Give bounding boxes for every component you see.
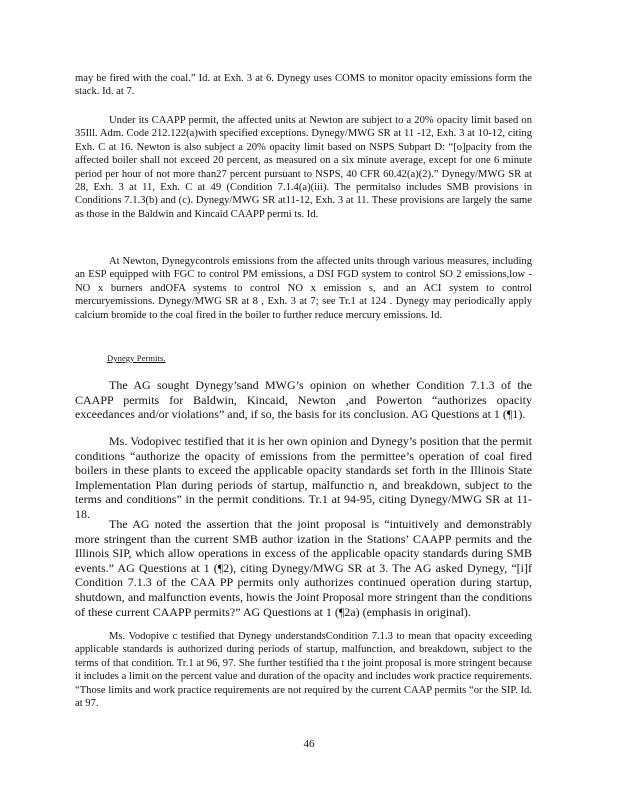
paragraph-continuation: may be fired with the coal.” Id. at Exh. 3 at 6. Dynegy uses COMS to monitor opacity emissions form the stack. Id. at 7. bbox=[75, 73, 532, 98]
paragraph-newton-caapp: Under its CAAPP permit, the affected units at Newton are subject to a 20% opacity limit based on 35Ill. Adm. Code 212.122(a)with specified exceptions. Dynegy/MWG SR at 11 -12, Exh. 3 at 10-12, citing Exh. C at 16. Newton is also subject a 20% opacity limit based on NSPS Subpart D: “[o]pacity from the affected boiler shall not exceed 20 percent, as measured on a six minute average, except for one 6 minute period per hour of not more than27 percent pursuant to NSPS, 40 CFR 60.42(a)(2).” Dynegy/MWG SR at 28, Exh. 3 at 11, Exh. C at 49 (Condition 7.1.4(a)(iii). The permitalso includes SMB provisions in Conditions 7.1.3(b) and (c). Dynegy/MWG SR at11-12, Exh. 3 at 11. These provisions are largely the same as those in the Baldwin and Kincaid CAAPP permi ts. Id. bbox=[75, 115, 532, 220]
paragraph-newton-controls: At Newton, Dynegycontrols emissions from the affected units through various measures, including an ESP equipped with FGC to control PM emissions, a DSI FGD system to control SO 2 emissions,low -NO x burners andOFA systems to control NO x emission s, and an ACI system to control mercuryemissions. Dynegy/MWG SR at 8 , Exh. 3 at 7; see Tr.1 at 124 . Dynegy may periodically apply calcium bromide to the coal fired in the boiler to further reduce mercury emissions. Id. bbox=[75, 256, 532, 321]
paragraph-ag-assertion: The AG noted the assertion that the joint proposal is “intuitively and demonstrably more stringent than the current SMB author ization in the Stations’ CAAPP permits and the Illinois SIP, which allow operations in excess of the applicable opacity standards during SMB events.” AG Questions at 1 (¶2), citing Dynegy/MWG SR at 3. The AG asked Dynegy, “[i]f Condition 7.1.3 of the CAA PP permits only authorizes continued operation during startup, shutdown, and malfunction events, howis the Joint Proposal more stringent than the conditions of these current CAAPP permits?” AG Questions at 1 (¶2a) (emphasis in original). bbox=[75, 517, 532, 619]
section-heading: Dynegy Permits. bbox=[107, 353, 166, 363]
paragraph-vodopivec-testimony: Ms. Vodopivec testified that it is her own opinion and Dynegy’s position that the permit conditions “authorize the opacity of emissions from the permittee’s operation of coal fired boilers in these plants to exceed the applicable opacity standards set forth in the Illinois State Implementation Plan during periods of startup, malfunctio n, and breakdown, subject to the terms and conditions” in the permit conditions. Tr.1 at 94-95, citing Dynegy/MWG SR at 11-18. bbox=[75, 434, 532, 521]
paragraph-ag-opinion: The AG sought Dynegy’sand MWG’s opinion on whether Condition 7.1.3 of the CAAPP permits for Baldwin, Kincaid, Newton ,and Powerton “authorizes opacity exceedances and/or violations” and, if so, the basis for its conclusion. AG Questions at 1 (¶1). bbox=[75, 378, 532, 422]
page-number: 46 bbox=[303, 738, 315, 750]
paragraph-vodopivec-condition: Ms. Vodopive c testified that Dynegy understandsCondition 7.1.3 to mean that opacity exceeding applicable standards is authorized during periods of startup, malfunction, and breakdown, subject to the terms of that condition. Tr.1 at 96, 97. She further testified tha t the joint proposal is more stringent because it includes a limit on the percent value and duration of the opacity and includes work practice requirements. “Those limits and work practice requirements are not required by the current CAAP permits “or the SIP. Id. at 97. bbox=[75, 631, 532, 710]
